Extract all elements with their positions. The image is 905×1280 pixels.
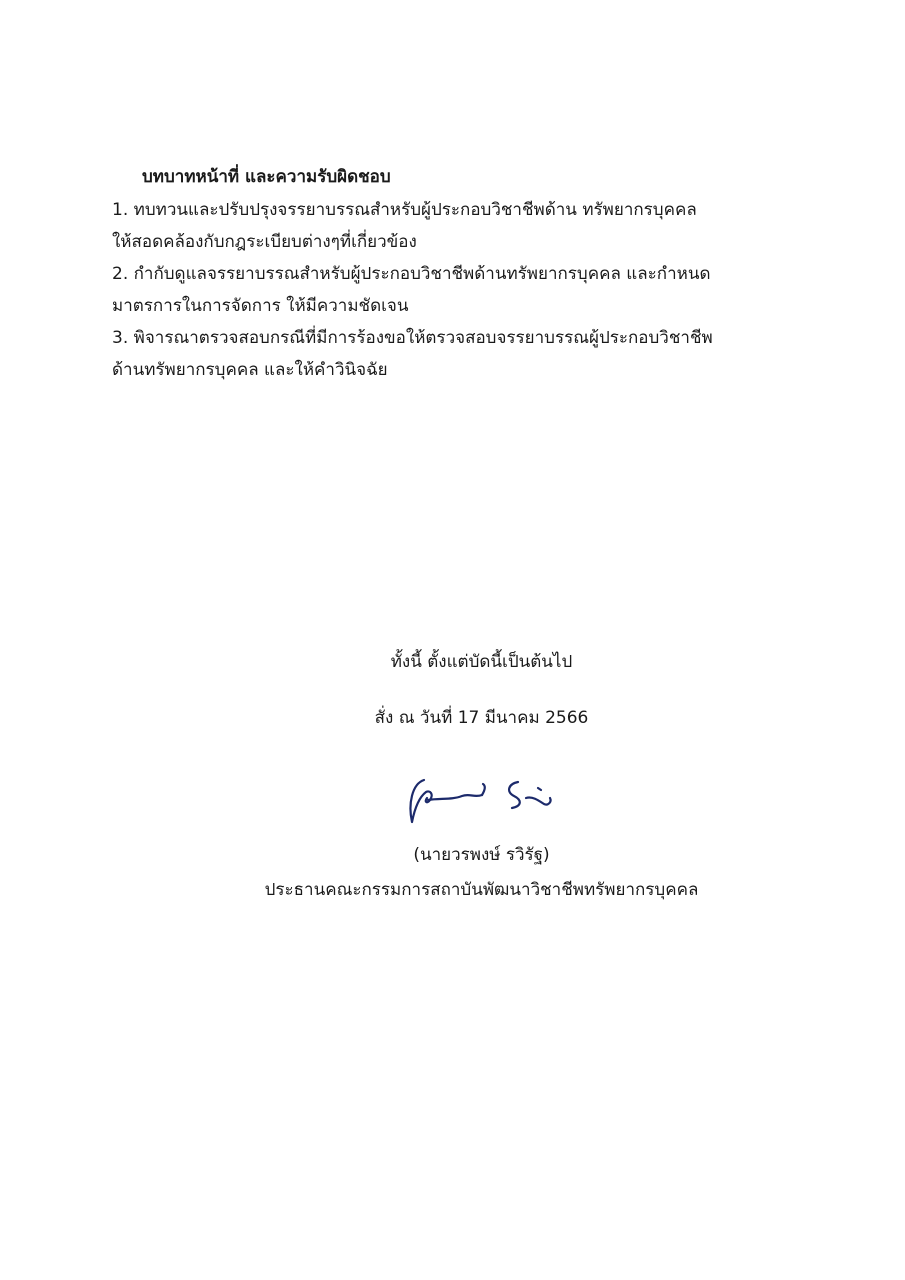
- duty-item-3-line-1: 3. พิจารณาตรวจสอบกรณีที่มีการร้องขอให้ตรวจสอบจรรยาบรรณผู้ประกอบวิชาชีพ: [112, 328, 713, 348]
- order-date: สั่ง ณ วันที่ 17 มีนาคม 2566: [374, 708, 589, 728]
- duty-item-3-line-2: ด้านทรัพยากรบุคคล และให้คำวินิจฉัย: [112, 360, 388, 380]
- duty-item-2-line-1: 2. กำกับดูแลจรรยาบรรณสำหรับผู้ประกอบวิชาชีพด้านทรัพยากรบุคคล และกำหนด: [112, 264, 711, 284]
- signer-position: ประธานคณะกรรมการสถาบันพัฒนาวิชาชีพทรัพยากรบุคคล: [264, 880, 699, 900]
- duty-item-2-line-2: มาตรการในการจัดการ ให้มีความชัดเจน: [112, 296, 409, 316]
- effective-statement: ทั้งนี้ ตั้งแต่บัดนี้เป็นต้นไป: [390, 652, 573, 672]
- section-heading: บทบาทหน้าที่ และความรับผิดชอบ: [142, 167, 391, 187]
- signer-name: (นายวรพงษ์ รวิรัฐ): [413, 845, 550, 865]
- duty-item-1-line-2: ให้สอดคล้องกับกฎระเบียบต่างๆที่เกี่ยวข้อง: [112, 232, 417, 252]
- roles-section: [112, 160, 792, 386]
- duty-item-1-line-1: 1. ทบทวนและปรับปรุงจรรยาบรรณสำหรับผู้ประกอบวิชาชีพด้าน ทรัพยากรบุคคล: [112, 200, 697, 220]
- handwritten-signature: [400, 768, 575, 838]
- duty-item-1: [112, 194, 792, 258]
- duty-item-2: [112, 258, 792, 322]
- signature-image: [400, 768, 575, 838]
- duty-item-3: [112, 322, 792, 386]
